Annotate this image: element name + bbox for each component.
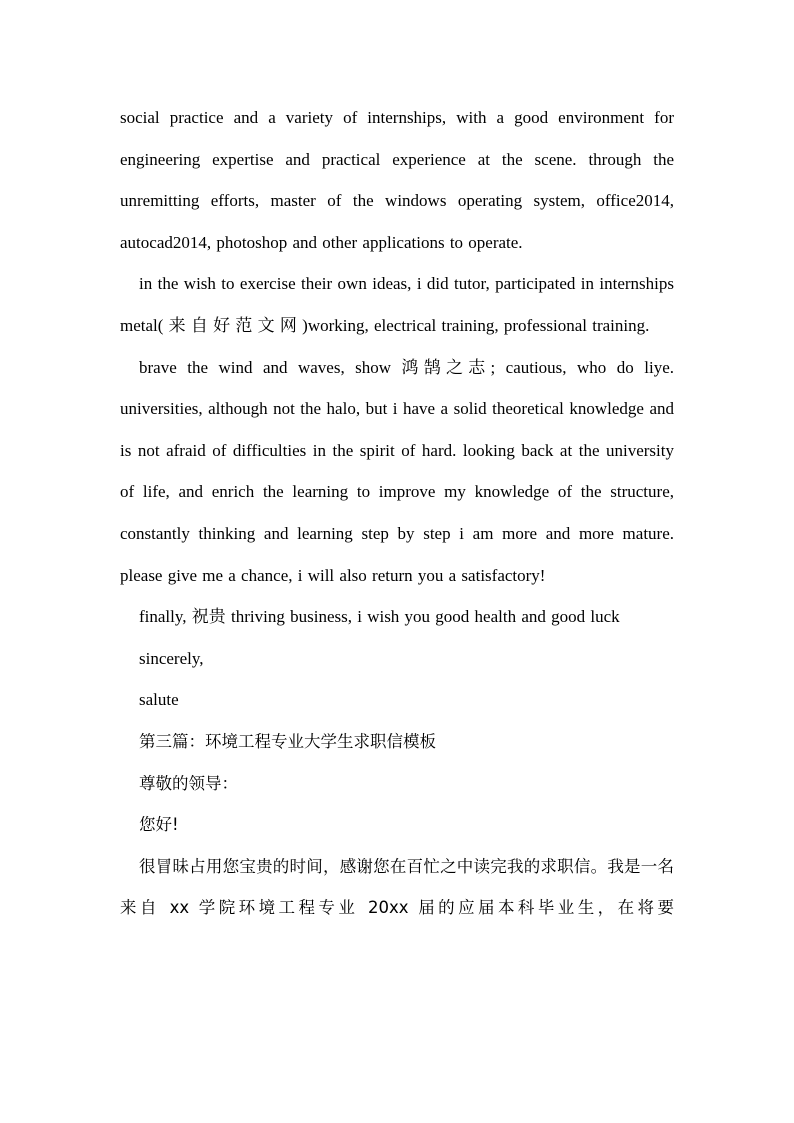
paragraph-closing: finally, 祝贵 thriving business, i wish you good health and good luck [139,607,620,627]
salutation: 尊敬的领导： [139,773,238,793]
paragraph-aspiration: brave the wind and waves, show 鸿鹄之志; cautious, who do liye. universities, although not the halo, but i have a solid theoretical knowledge and is not afraid of difficulties in the spirit of hard. looking back at the university of life, and enrich the learning to improve my knowledge of the structure, constantly thinking and learning step by step i am more and more mature. please give me a chance, i will also return you a satisfactory! [120,357,674,585]
paragraph-skills: social practice and a variety of internships, with a good environment for engineering expertise and practical experience at the scene. through the unremitting efforts, master of the windows operating system, office2014, autocad2014, photoshop and other applications to operate. [120,108,674,252]
greeting: 您好! [139,815,179,835]
section-heading: 第三篇：环境工程专业大学生求职信模板 [139,731,436,751]
paragraph-sincerely: sincerely, [139,648,204,668]
paragraph-internships: in the wish to exercise their own ideas, i did tutor, participated in internships metal( 来 自 好 范 文 网 )working, electrical training, professional training. [120,274,674,335]
paragraph-salute: salute [139,690,179,710]
document-page [120,97,674,929]
paragraph-intro: 很冒昧占用您宝贵的时间，感谢您在百忙之中读完我的求职信。我是一名来自 xx 学院环境工程专业 20xx 届的应届本科毕业生，在将要 [120,856,674,918]
